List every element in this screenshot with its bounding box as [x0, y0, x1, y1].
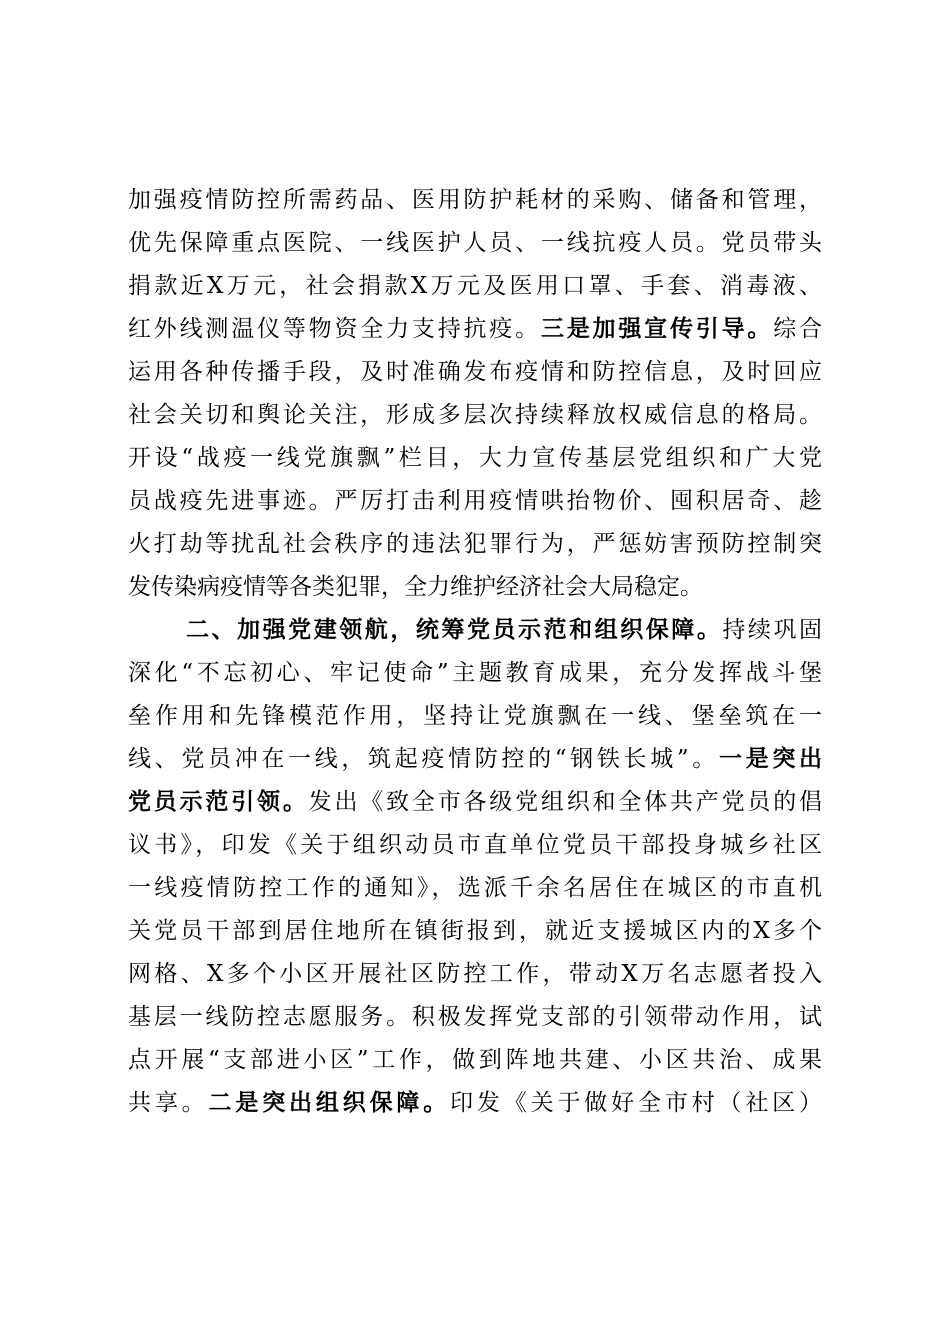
- text-line: [128, 312, 822, 346]
- text-line: [128, 226, 822, 260]
- line-text: 点开展“支部进小区”工作，做到阵地共建、小区共治、成果: [128, 1047, 822, 1073]
- text-line: [128, 1043, 822, 1077]
- line-text: 运用各种传播手段，及时准确发布疫情和防控信息，及时回应: [128, 359, 822, 385]
- text-line: [128, 1086, 822, 1120]
- section-heading: 二、加强党建领航，统筹党员示范和组织保障。: [186, 617, 723, 643]
- line-text: 印发《关于做好全市村（社区）: [450, 1090, 823, 1116]
- text-line: [128, 742, 822, 776]
- line-text: 网格、X多个小区开展社区防控工作，带动X万名志愿者投入: [128, 961, 822, 987]
- text-line: [128, 484, 822, 518]
- text-line: [128, 957, 822, 991]
- line-text: 一线疫情防控工作的通知》，选派千余名居住在城区的市直机: [128, 875, 822, 901]
- text-line: [128, 828, 822, 862]
- line-text: 综合: [773, 316, 823, 342]
- text-line: [128, 355, 822, 389]
- text-line: [128, 1000, 822, 1034]
- text-line: [128, 527, 822, 561]
- line-text: 加强疫情防控所需药品、医用防护耗材的采购、储备和管理，: [128, 187, 822, 213]
- line-text: 议书》，印发《关于组织动员市直单位党员干部投身城乡社区: [128, 832, 822, 858]
- line-text: 持续巩固: [722, 617, 823, 643]
- bold-heading: 党员示范引领。: [128, 789, 309, 815]
- text-line: [128, 398, 822, 432]
- text-line: [128, 570, 822, 604]
- line-text: 优先保障重点医院、一线医护人员、一线抗疫人员。党员带头: [128, 230, 822, 256]
- line-text: 共享。: [128, 1090, 209, 1116]
- text-line: [128, 785, 822, 819]
- line-text: 基层一线防控志愿服务。积极发挥党支部的引领带动作用，试: [128, 1004, 822, 1030]
- line-text: 关党员干部到居住地所在镇街报到，就近支援城区内的X多个: [128, 918, 822, 944]
- text-line: [128, 656, 822, 690]
- line-text: 线、党员冲在一线，筑起疫情防控的“钢铁长城”。: [128, 746, 719, 772]
- text-line: [128, 183, 822, 217]
- bold-heading: 二是突出组织保障。: [208, 1090, 451, 1116]
- line-text: 红外线测温仪等物资全力支持抗疫。: [128, 316, 541, 342]
- line-text: 社会关切和舆论关注，形成多层次持续释放权威信息的格局。: [128, 402, 822, 428]
- line-text: 火打劫等扰乱社会秩序的违法犯罪行为，严惩妨害预防控制突: [128, 531, 822, 557]
- line-text: 员战疫先进事迹。严厉打击利用疫情哄抬物价、囤积居奇、趁: [128, 488, 822, 514]
- text-line: [128, 441, 822, 475]
- line-text: 发出《致全市各级党组织和全体共产党员的倡: [308, 789, 823, 815]
- line-text: 开设“战疫一线党旗飘”栏目，大力宣传基层党组织和广大党: [128, 445, 822, 471]
- line-text: 发传染病疫情等各类犯罪，全力维护经济社会大局稳定。: [128, 574, 703, 600]
- text-line: [186, 613, 822, 647]
- text-line: [128, 914, 822, 948]
- line-text: 深化“不忘初心、牢记使命”主题教育成果，充分发挥战斗堡: [128, 660, 822, 686]
- text-line: [128, 871, 822, 905]
- text-line: [128, 699, 822, 733]
- text-line: [128, 269, 822, 303]
- line-text: 垒作用和先锋模范作用，坚持让党旗飘在一线、堡垒筑在一: [128, 703, 822, 729]
- bold-heading: 三是加强宣传引导。: [540, 316, 774, 342]
- line-text: 捐款近X万元，社会捐款X万元及医用口罩、手套、消毒液、: [128, 273, 822, 299]
- bold-heading: 一是突出: [718, 746, 822, 772]
